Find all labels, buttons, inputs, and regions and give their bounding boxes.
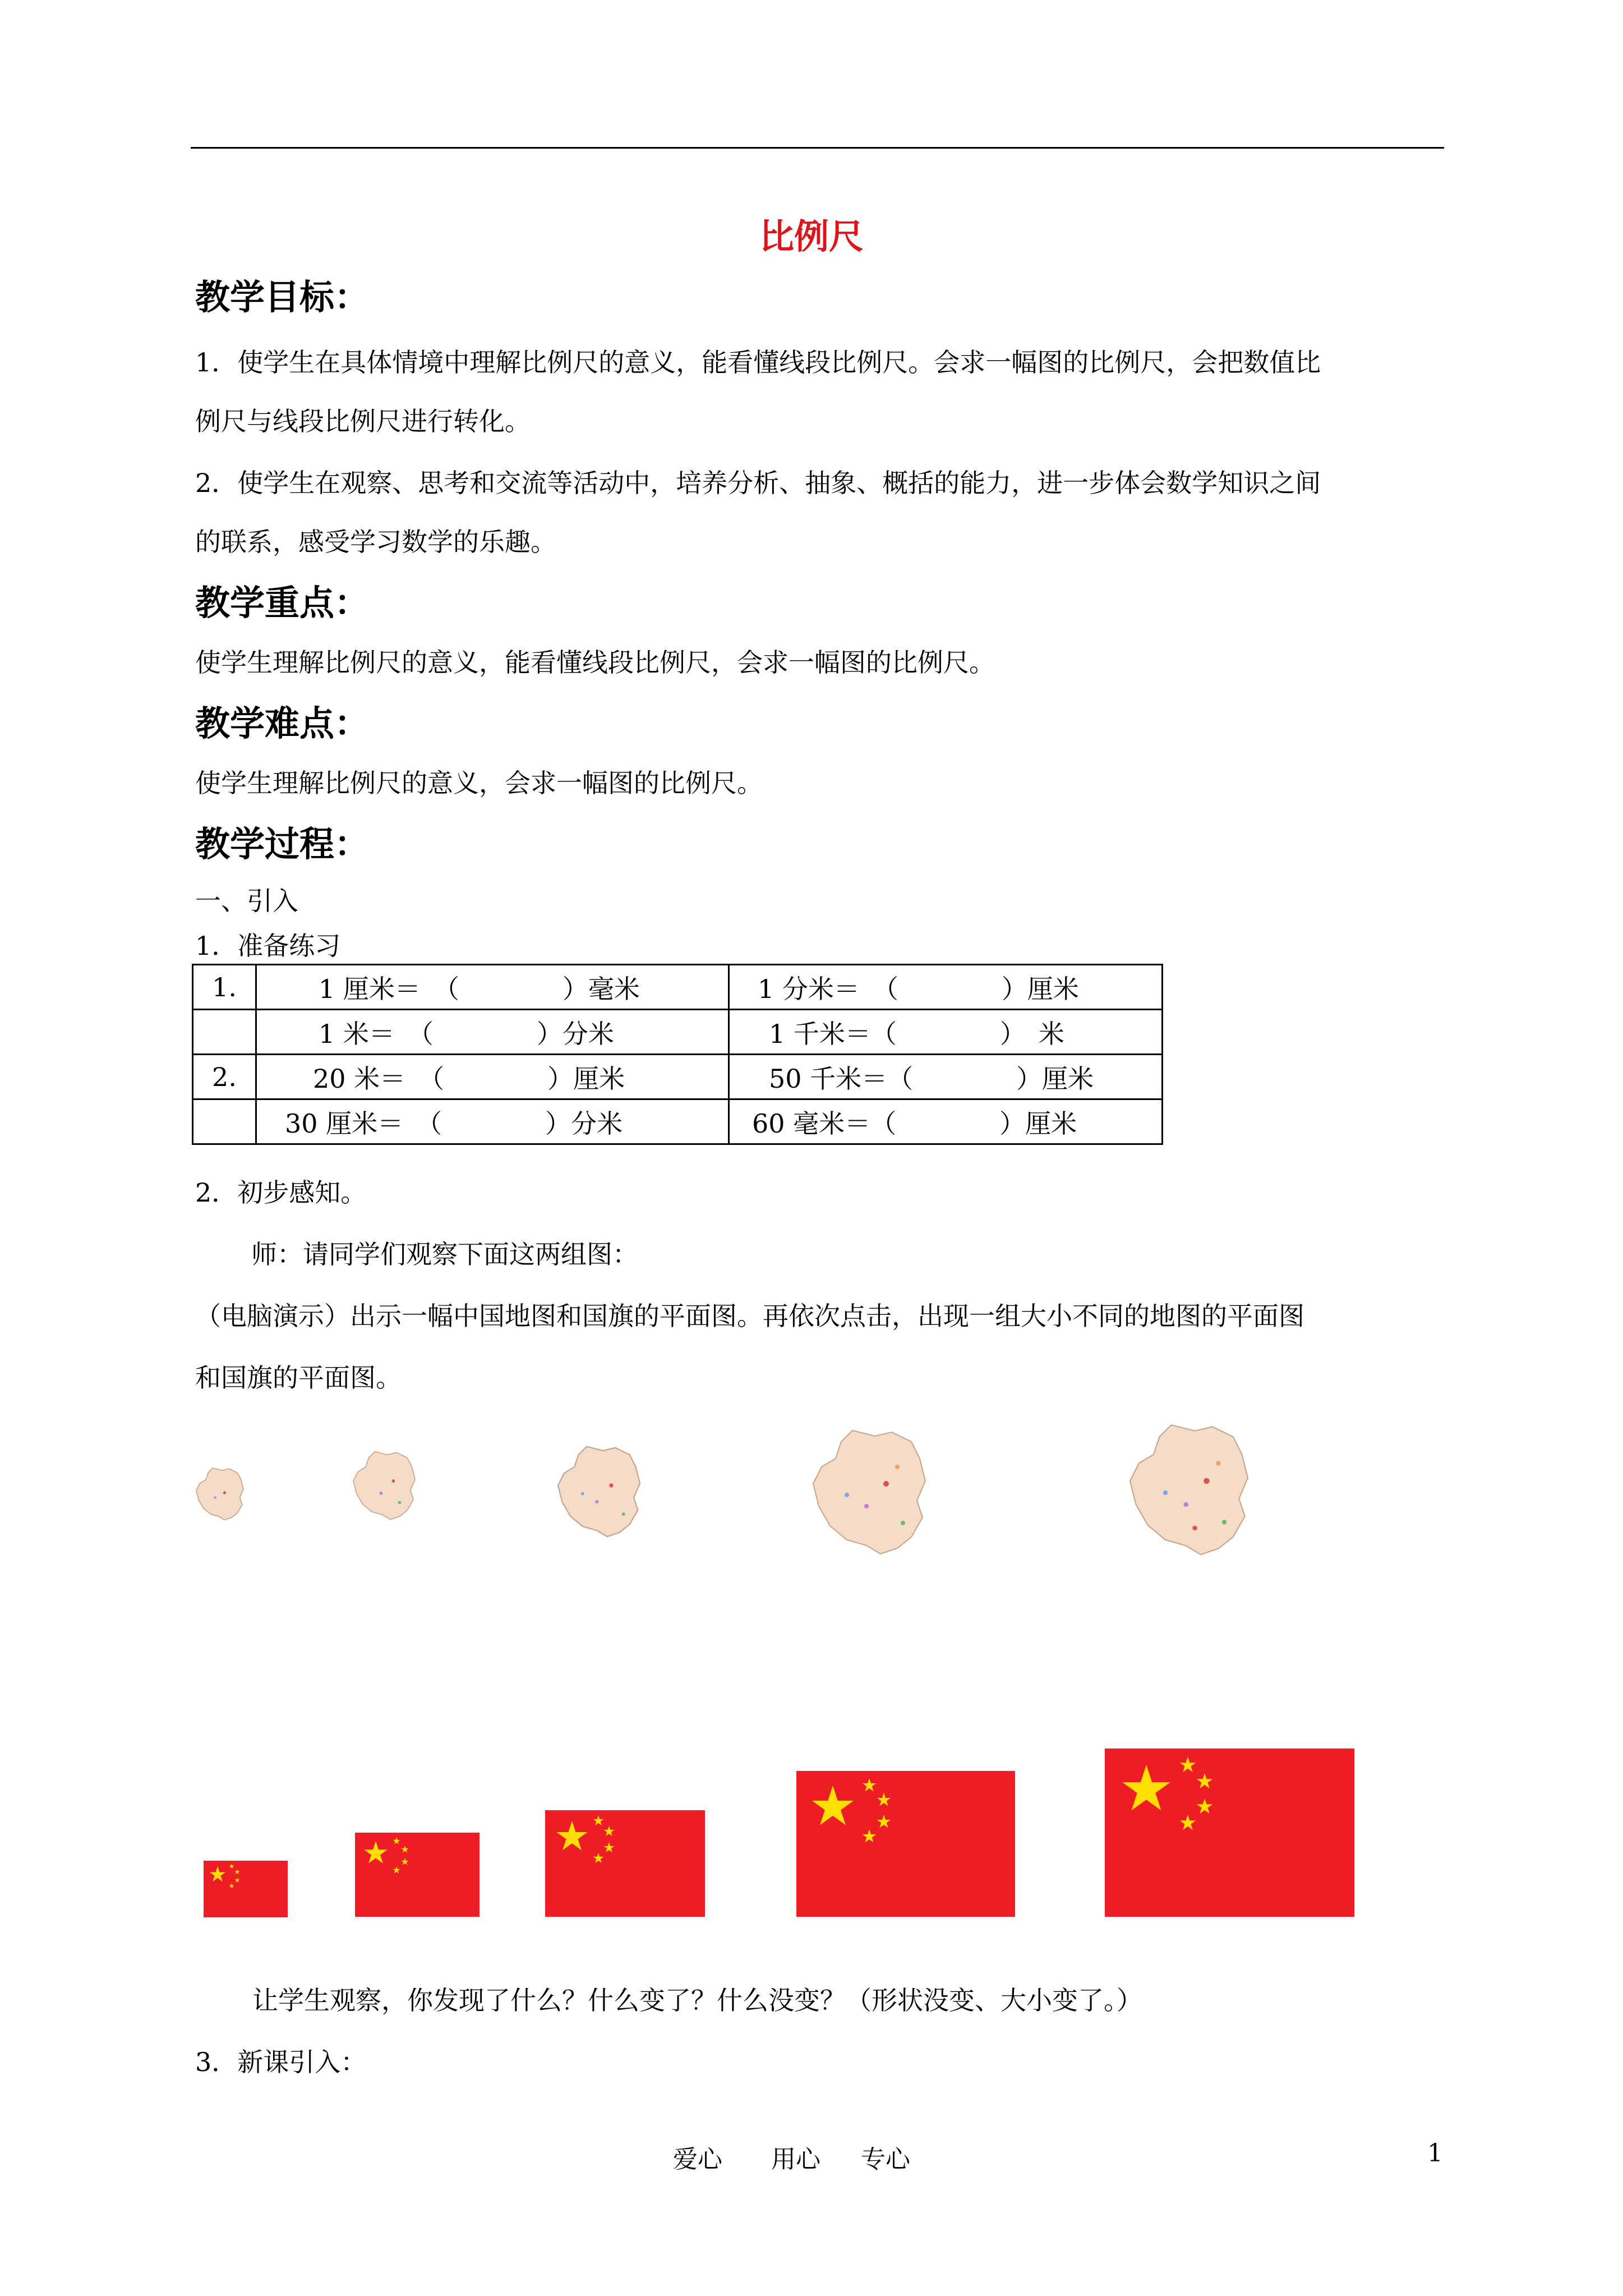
- demo-line1: （电脑演示）出示一幅中国地图和国旗的平面图。再依次点击，出现一组大小不同的地图的平面图: [195, 1301, 1304, 1331]
- map-4: [813, 1430, 925, 1554]
- teacher-line: 师：请同学们观察下面这两组图：: [251, 1239, 638, 1269]
- step-3-label: 3．新课引入：: [195, 2047, 367, 2077]
- exercise-cell: 1 分米＝ （ ）厘米: [729, 965, 1163, 1010]
- row-number: [193, 1010, 256, 1055]
- table-row: [193, 1010, 1163, 1055]
- difficult-points-text: 使学生理解比例尺的意义，会求一幅图的比例尺。: [195, 768, 763, 798]
- step-1-label: 1．准备练习: [195, 931, 341, 961]
- exercise-cell: 20 米＝ （ ）厘米: [256, 1055, 729, 1099]
- map-5: [1130, 1425, 1248, 1554]
- exercise-cell: 60 毫米＝（ ）厘米: [729, 1099, 1163, 1144]
- header-rule: [191, 147, 1444, 149]
- map-3: [558, 1447, 640, 1537]
- flag-3: [545, 1810, 705, 1917]
- row-number: [193, 1099, 256, 1144]
- footer-text-3: 专心: [861, 2145, 910, 2174]
- exercise-table: [192, 964, 1163, 1145]
- flag-1: [204, 1861, 288, 1917]
- figure-svg: [193, 1414, 1444, 2025]
- key-points-text: 使学生理解比例尺的意义，能看懂线段比例尺，会求一幅图的比例尺。: [195, 647, 995, 678]
- page-number: 1: [1427, 2139, 1443, 2168]
- objectives-heading: 教学目标：: [195, 277, 370, 318]
- demo-line2: 和国旗的平面图。: [195, 1363, 402, 1393]
- table-row: [193, 965, 1163, 1010]
- page-title: 比例尺: [759, 216, 864, 257]
- difficult-points-heading: 教学难点：: [195, 703, 370, 744]
- observe-line: 让学生观察，你发现了什么？什么变了？什么没变？（形状没变、大小变了。）: [252, 1985, 1142, 2016]
- flag-5: [1105, 1749, 1354, 1917]
- maps-and-flags-figure: [193, 1414, 1444, 2025]
- exercise-cell: 1 厘米＝ （ ）毫米: [256, 965, 729, 1010]
- process-heading: 教学过程：: [195, 823, 370, 864]
- footer-text-2: 用心: [771, 2145, 820, 2174]
- table-row: [193, 1099, 1163, 1144]
- map-1: [196, 1468, 243, 1520]
- part-1-label: 一、引入: [195, 886, 298, 916]
- objective-2-line2: 的联系，感受学习数学的乐趣。: [195, 527, 556, 557]
- map-2: [353, 1452, 415, 1520]
- row-number: 1.: [193, 965, 256, 1010]
- row-number: 2.: [193, 1055, 256, 1099]
- objective-1-line1: 1．使学生在具体情境中理解比例尺的意义，能看懂线段比例尺。会求一幅图的比例尺，会把数值比: [195, 347, 1321, 378]
- footer-text-1: 爱心: [673, 2145, 722, 2174]
- exercise-cell: 1 米＝ （ ）分米: [256, 1010, 729, 1055]
- exercise-cell: 50 千米＝（ ）厘米: [729, 1055, 1163, 1099]
- flag-4: [796, 1771, 1015, 1917]
- step-2-label: 2．初步感知。: [195, 1177, 367, 1208]
- objective-2-line1: 2．使学生在观察、思考和交流等活动中，培养分析、抽象、概括的能力，进一步体会数学知识之间: [195, 468, 1321, 498]
- key-points-heading: 教学重点：: [195, 582, 370, 623]
- exercise-cell: 30 厘米＝ （ ）分米: [256, 1099, 729, 1144]
- table-row: [193, 1055, 1163, 1099]
- exercise-cell: 1 千米＝（ ） 米: [729, 1010, 1163, 1055]
- objective-1-line2: 例尺与线段比例尺进行转化。: [195, 406, 531, 436]
- flag-2: [355, 1833, 479, 1917]
